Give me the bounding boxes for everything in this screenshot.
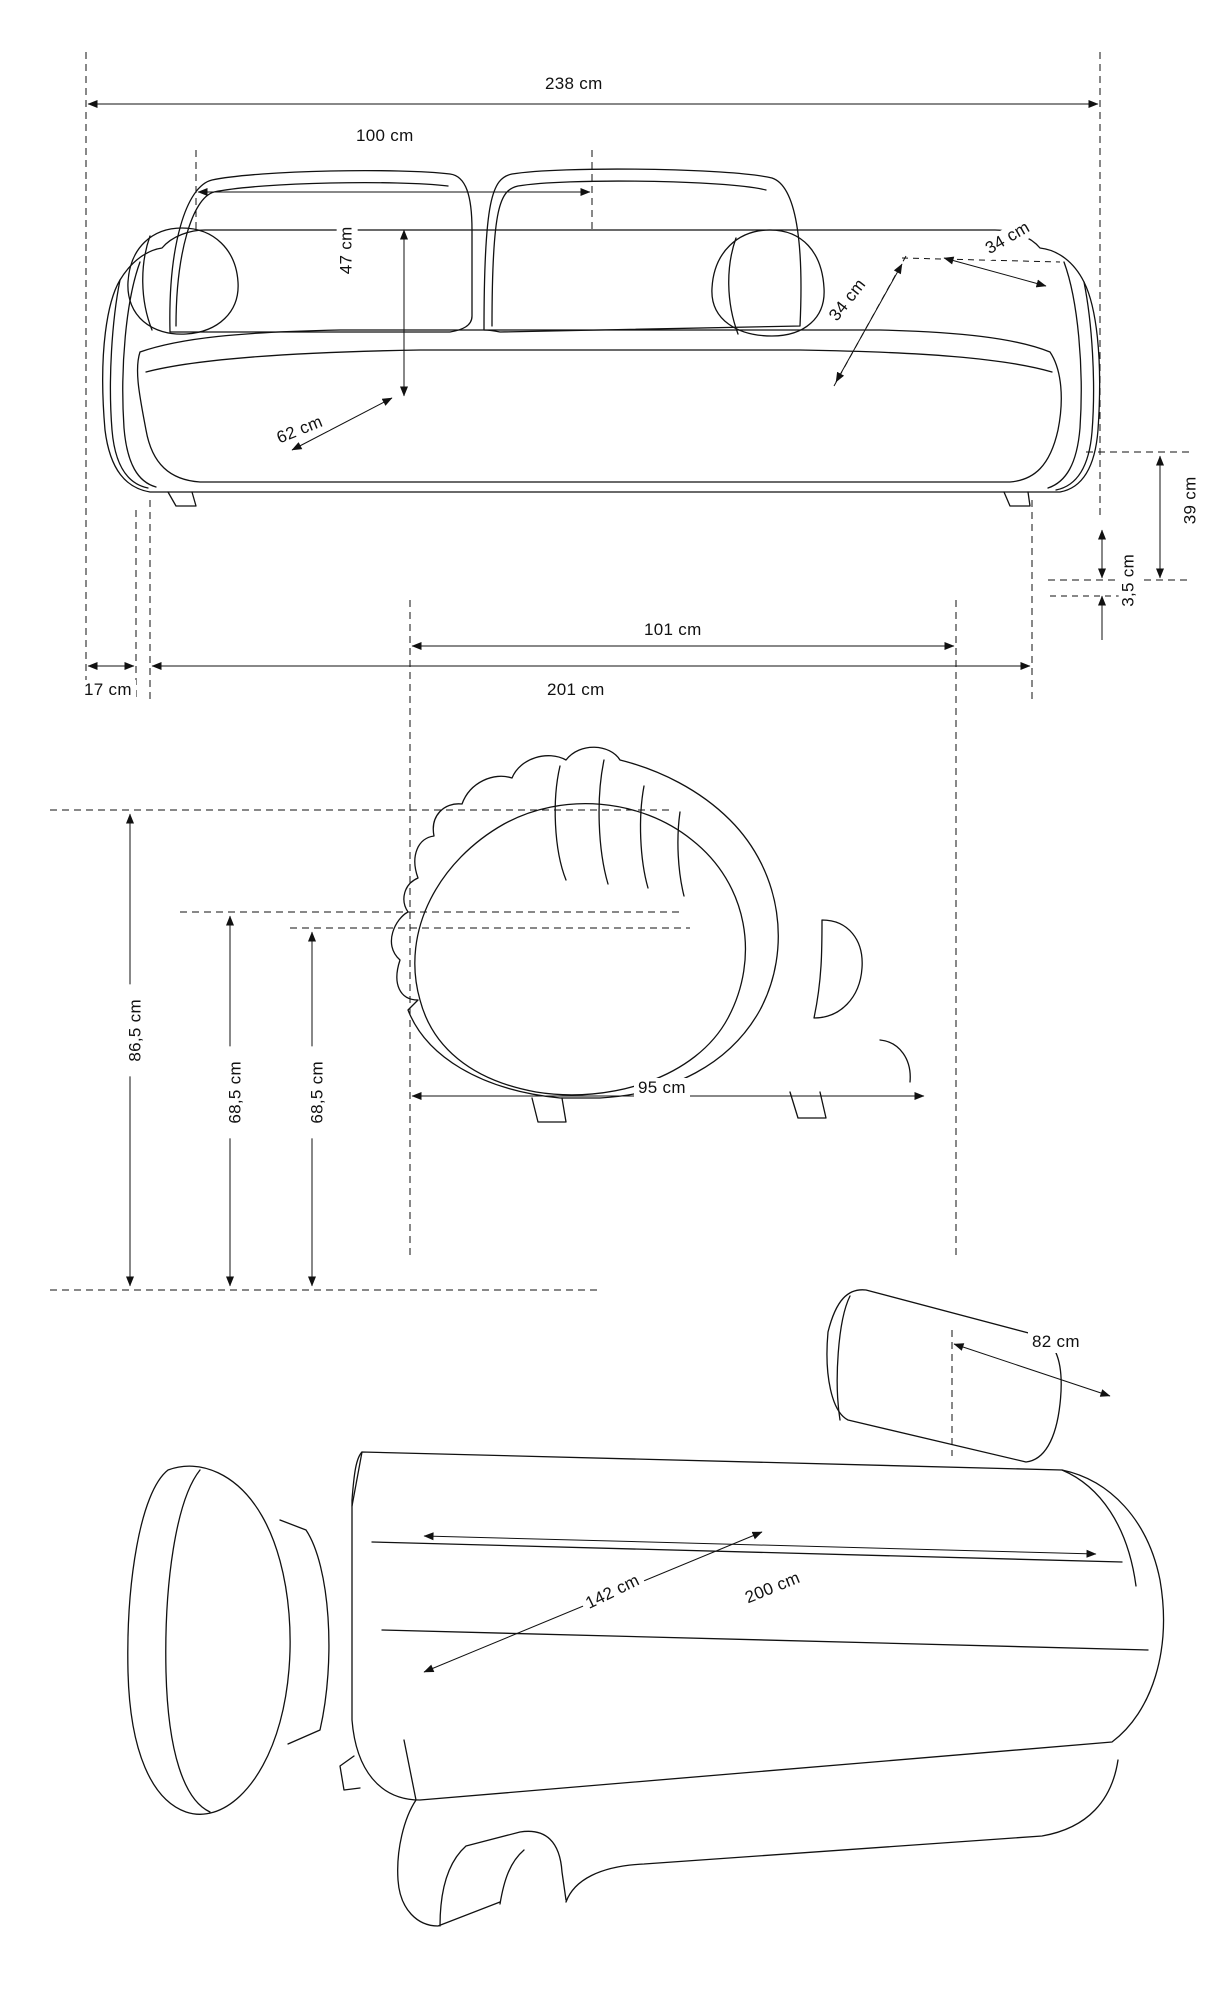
dim-front-overall-width: 238 cm: [541, 74, 607, 95]
dim-side-backrest-top-height-a: 68,5 cm: [226, 1046, 247, 1138]
dim-front-inner-width: 201 cm: [543, 680, 609, 701]
dim-front-seat-height: 39 cm: [1181, 463, 1202, 537]
dim-side-seat-depth: 95 cm: [634, 1078, 690, 1099]
unfolded-view-dimensions: [424, 1330, 1110, 1672]
dim-front-arm-width-left: 17 cm: [80, 680, 136, 701]
side-view-dimensions: [50, 600, 956, 1290]
dim-side-backrest-top-height-b: 68,5 cm: [308, 1046, 329, 1138]
dim-front-leg-height: 3,5 cm: [1119, 543, 1140, 617]
unfolded-view-geometry: [128, 1290, 1164, 1926]
dim-unfolded-bed-width: 82 cm: [1028, 1332, 1084, 1353]
dim-front-seat-cushion-width: 100 cm: [352, 126, 418, 147]
dim-front-backrest-height: 47 cm: [337, 213, 358, 287]
dim-unfolded-bed-length: 200 cm: [739, 1566, 808, 1610]
dim-unfolded-bed-depth-diagonal: 142 cm: [579, 1569, 647, 1616]
dim-front-armrest-pillow-b: 34 cm: [823, 272, 874, 329]
dim-front-seat-depth-diagonal: 62 cm: [270, 410, 329, 450]
dim-side-total-height: 86,5 cm: [126, 984, 147, 1076]
side-view-geometry: [391, 747, 910, 1122]
front-view-dimensions: [86, 52, 1190, 700]
dim-front-armrest-pillow-a: 34 cm: [979, 215, 1038, 261]
front-view-geometry: [103, 169, 1100, 506]
dim-side-depth: 101 cm: [640, 620, 706, 641]
